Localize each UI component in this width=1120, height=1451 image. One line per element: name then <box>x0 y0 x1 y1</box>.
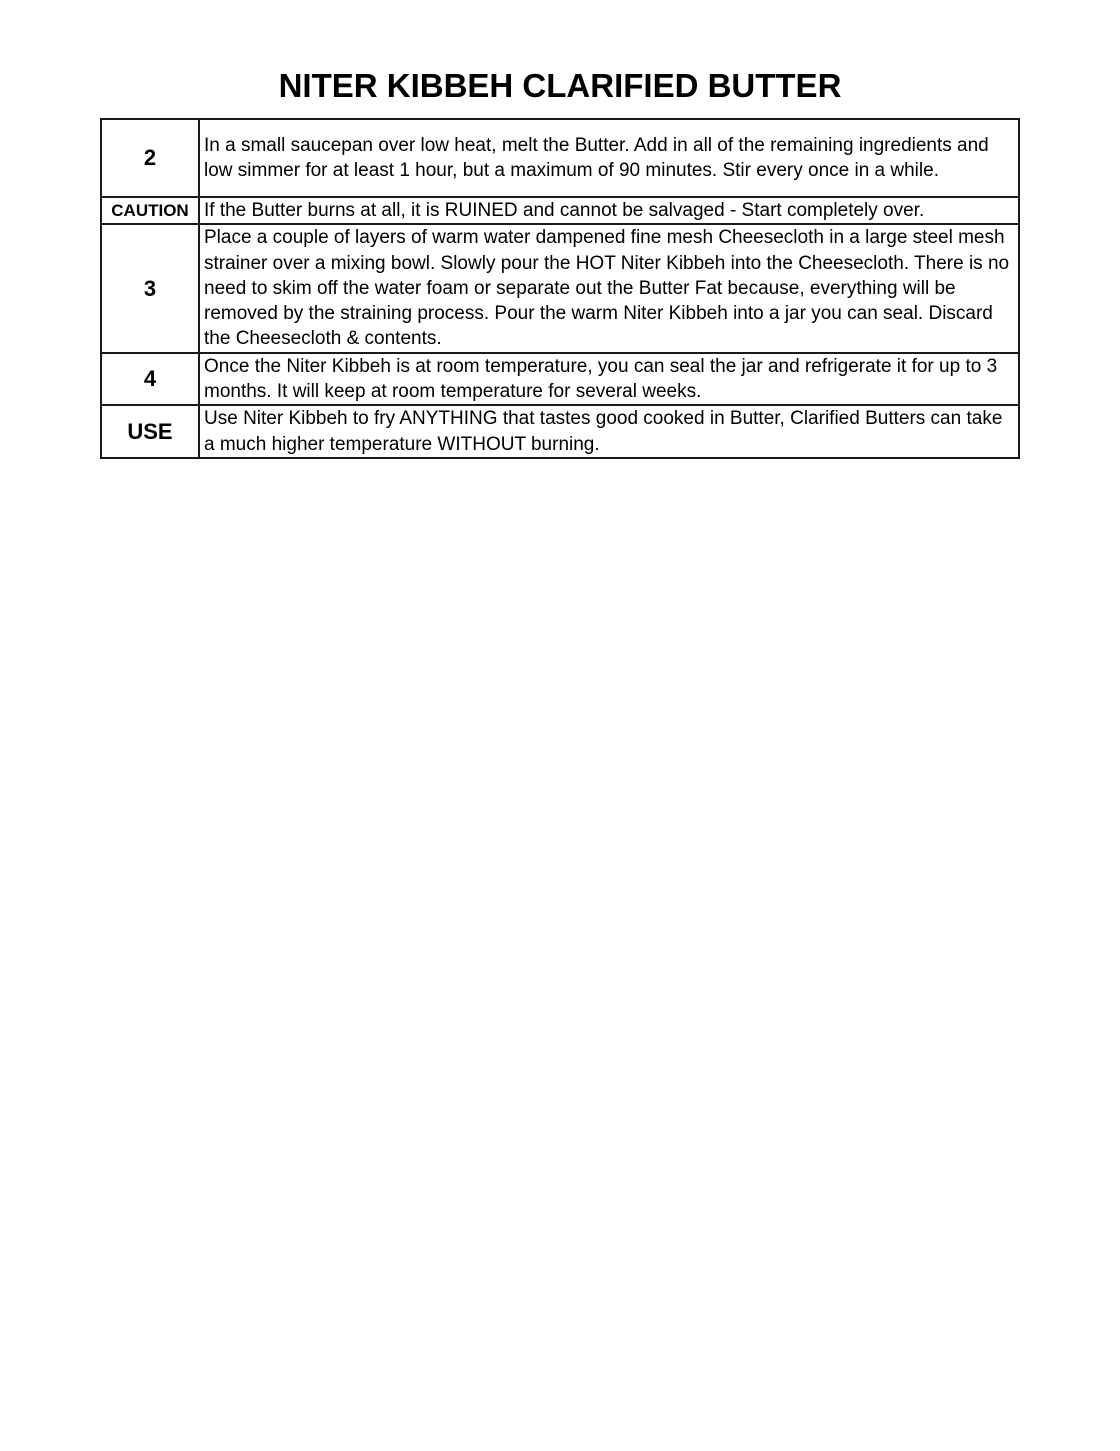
use-text: Use Niter Kibbeh to fry ANYTHING that tastes good cooked in Butter, Clarified Butters can take a much higher temperature WITHOUT burning. <box>199 405 1019 458</box>
page-title: NITER KIBBEH CLARIFIED BUTTER <box>278 67 842 104</box>
step-text: In a small saucepan over low heat, melt the Butter. Add in all of the remaining ingredients and low simmer for at least 1 hour, but a maximum of 90 minutes. Stir every once in a while. <box>199 119 1019 197</box>
step-label: 3 <box>101 224 199 352</box>
use-label: USE <box>101 405 199 458</box>
table-row <box>101 405 1019 458</box>
step-text: Place a couple of layers of warm water dampened fine mesh Cheesecloth in a large steel mesh strainer over a mixing bowl. Slowly pour the HOT Niter Kibbeh into the Cheesecloth. There is no need to skim off the water foam or separate out the Butter Fat because, everything will be removed by the straining process. Pour the warm Niter Kibbeh into a jar you can seal. Discard the Cheesecloth & contents. <box>199 224 1019 352</box>
table-row <box>101 119 1019 197</box>
step-label: 4 <box>101 353 199 406</box>
caution-label: CAUTION <box>101 197 199 224</box>
recipe-steps-table <box>100 118 1020 459</box>
caution-text: If the Butter burns at all, it is RUINED and cannot be salvaged - Start completely over. <box>199 197 1019 224</box>
table-row <box>101 353 1019 406</box>
step-text: Once the Niter Kibbeh is at room temperature, you can seal the jar and refrigerate it for up to 3 months. It will keep at room temperature for several weeks. <box>199 353 1019 406</box>
table-row <box>101 224 1019 352</box>
table-row <box>101 197 1019 224</box>
step-label: 2 <box>101 119 199 197</box>
